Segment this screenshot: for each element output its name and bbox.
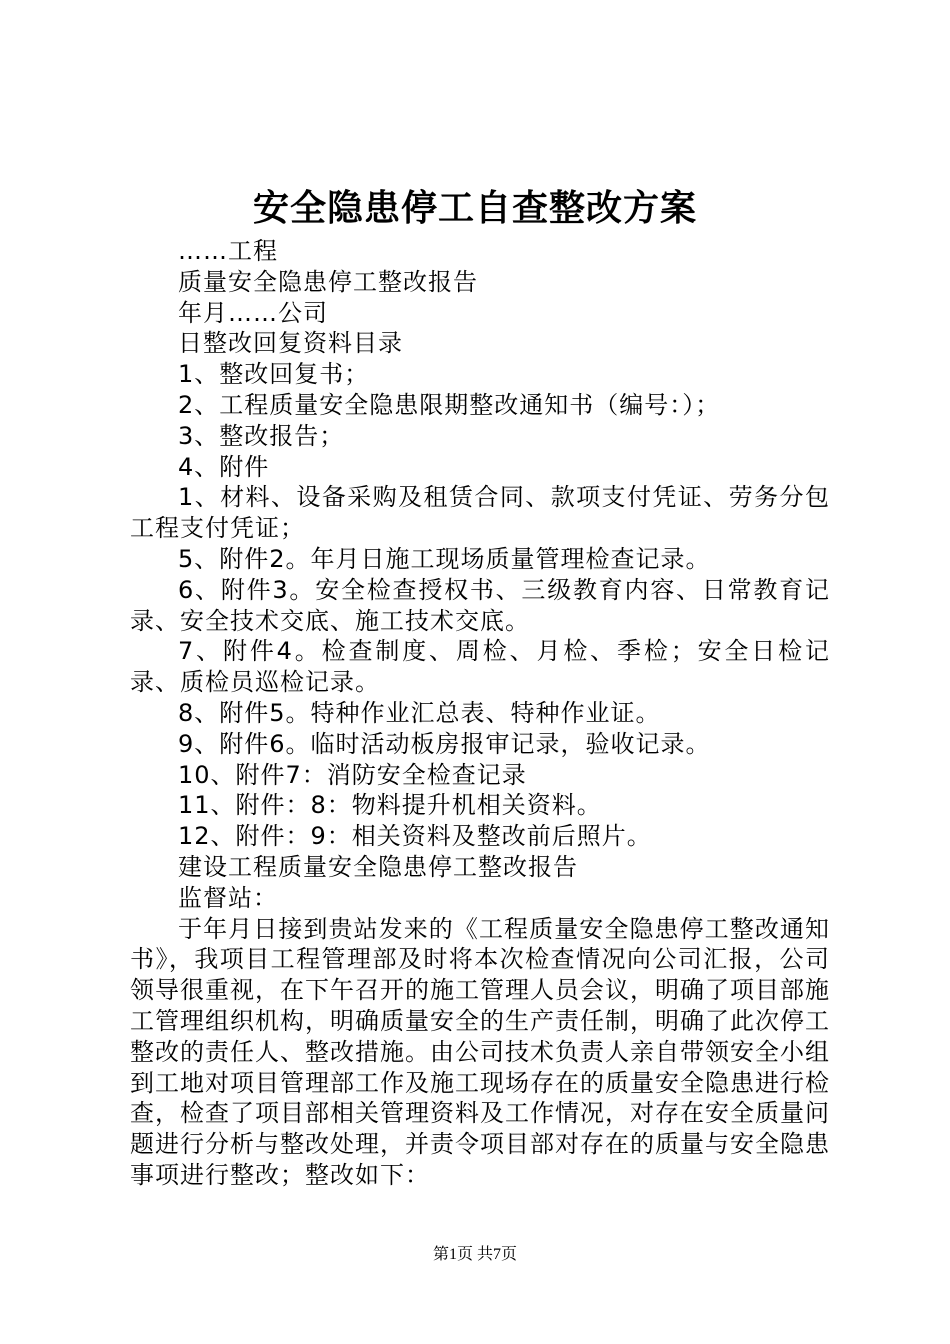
list-item: 6、附件3。安全检查授权书、三级教育内容、日常教育记录、安全技术交底、施工技术交底。 [130, 575, 830, 635]
document-title: 安全隐患停工自查整改方案 [252, 187, 697, 229]
list-item: 1、整改回复书； [178, 360, 370, 389]
paragraph: 日整改回复资料目录 [178, 329, 403, 358]
list-item: 3、整改报告； [178, 421, 345, 450]
list-item: 8、附件5。特种作业汇总表、特种作业证。 [178, 698, 661, 727]
page-footer: 第1页 共7页 [432, 1246, 517, 1263]
paragraph: ……工程 [178, 237, 278, 265]
list-item: 9、附件6。临时活动板房报审记录，验收记录。 [178, 729, 711, 758]
list-item: 4、附件 [178, 452, 270, 481]
paragraph: 质量安全隐患停工整改报告 [178, 267, 478, 296]
document-body [130, 236, 830, 1191]
list-item: 10、附件7：消防安全检查记录 [178, 760, 527, 789]
list-item: 11、附件：8：物料提升机相关资料。 [178, 791, 602, 820]
list-item: 1、材料、设备采购及租赁合同、款项支付凭证、劳务分包工程支付凭证； [130, 483, 830, 543]
salutation: 监督站： [178, 883, 278, 912]
paragraph: 于年月日接到贵站发来的《工程质量安全隐患停工整改通知书》，我项目工程管理部及时将本次检查情况向公司汇报，公司领导很重视，在下午召开的施工管理人员会议，明确了项目部施工管理组织机构，明确质量安全的生产责任制，明确了此次停工整改的责任人、整改措施。由公司技术负责人亲自带领安全小组到工地对项目管理部工作及施工现场存在的质量安全隐患进行检查，检查了项目部相关管理资料及工作情况，对存在安全质量问题进行分析与整改处理，并责令项目部对存在的质量与安全隐患事项进行整改；整改如下： [130, 914, 830, 1189]
section-heading: 建设工程质量安全隐患停工整改报告 [178, 852, 578, 881]
list-item: 2、工程质量安全隐患限期整改通知书（编号：）； [178, 390, 721, 419]
paragraph: 年月……公司 [178, 298, 328, 327]
list-item: 7、附件4。检查制度、周检、月检、季检；安全日检记录、质检员巡检记录。 [130, 637, 830, 697]
list-item: 5、附件2。年月日施工现场质量管理检查记录。 [178, 544, 711, 573]
list-item: 12、附件：9：相关资料及整改前后照片。 [178, 822, 652, 851]
